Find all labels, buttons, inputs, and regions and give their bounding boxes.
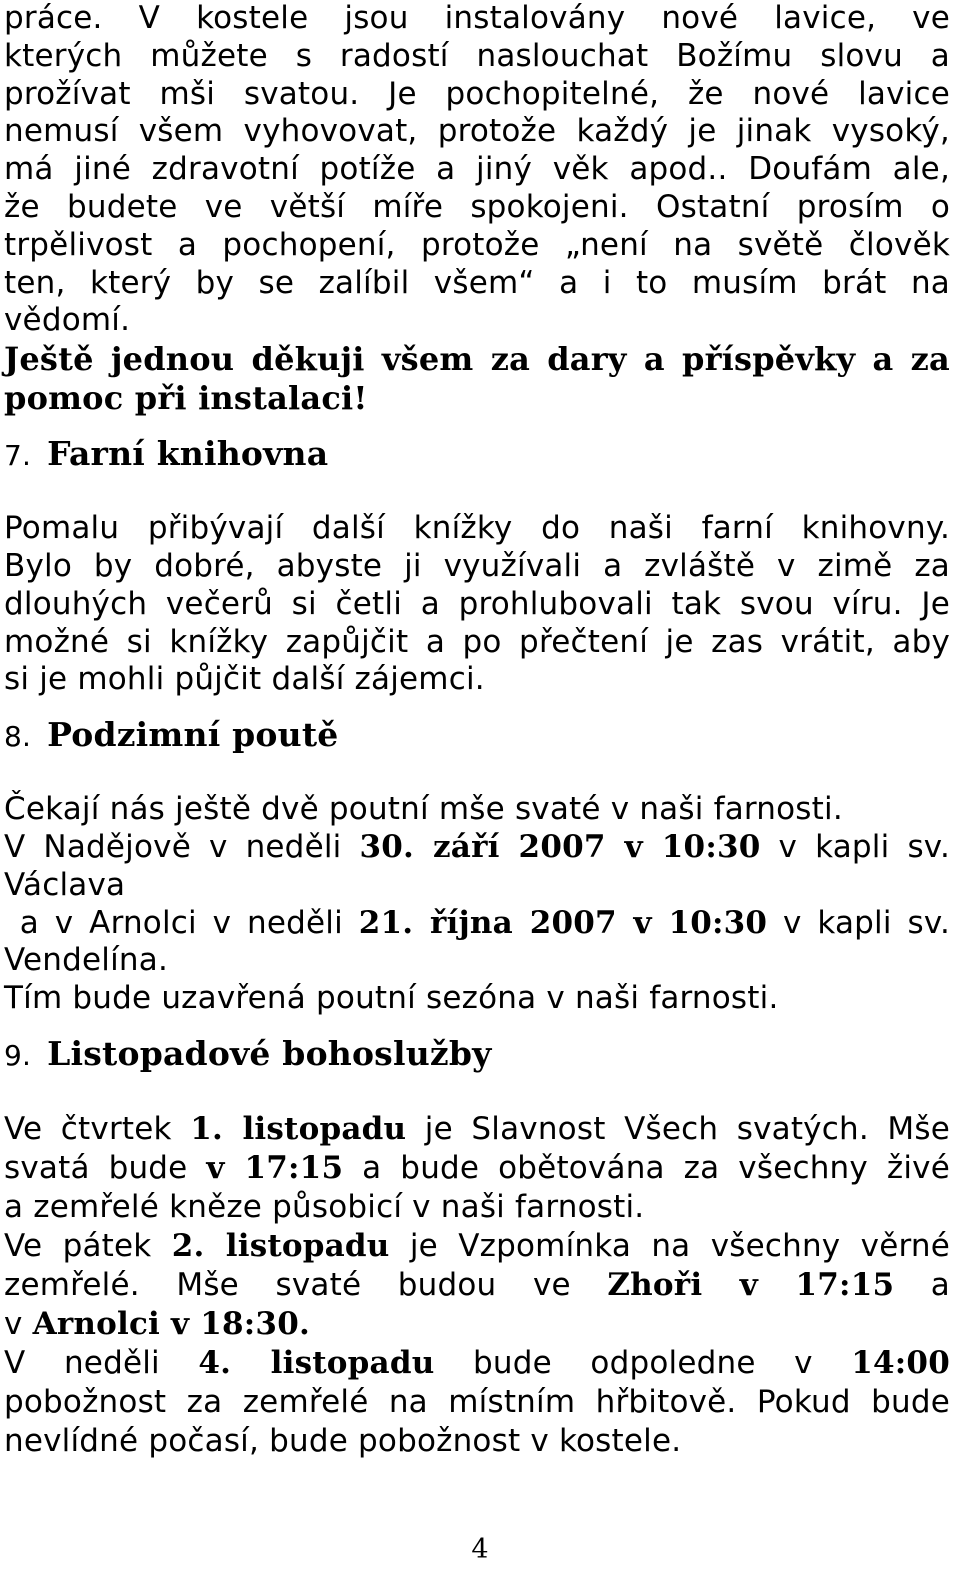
intro-line: má jiné zdravotní potíže a jiný věk apod.. Doufám ale, bbox=[4, 151, 950, 188]
time-bold: v 17:15 bbox=[206, 1149, 344, 1186]
intro-line: trpělivost a pochopení, protože „není na světě člověk bbox=[4, 226, 950, 263]
body-line: Tím bude uzavřená poutní sezóna v naši farnosti. bbox=[4, 980, 779, 1017]
section-8-heading bbox=[4, 715, 950, 757]
intro-line: práce. V kostele jsou instalovány nové lavice, ve bbox=[4, 0, 950, 36]
text-run: V Nadějově v neděli bbox=[4, 828, 360, 865]
intro-line: ten, který by se zalíbil všem“ a i to musím brát na bbox=[4, 264, 950, 301]
text-run: je Vzpomínka na všechny věrné bbox=[389, 1227, 950, 1264]
body-line: a zemřelé kněze působicí v naši farnosti. bbox=[4, 1188, 645, 1225]
place-time-bold: Zhoři v 17:15 bbox=[607, 1266, 895, 1303]
body-line bbox=[4, 1227, 950, 1266]
intro-line: kterých můžete s radostí naslouchat Božímu slovu a bbox=[4, 37, 950, 74]
text-run: a v Arnolci v neděli bbox=[4, 904, 359, 941]
body-line bbox=[4, 1305, 950, 1344]
text-run: je Slavnost Všech svatých. Mše bbox=[406, 1110, 950, 1147]
text-run: V neděli bbox=[4, 1344, 199, 1381]
text-run: a bbox=[894, 1266, 950, 1303]
body-line: Václava bbox=[4, 866, 126, 903]
text-run: v kapli sv. bbox=[760, 828, 950, 865]
intro-line: že budete ve větší míře spokojeni. Ostatní prosím o bbox=[4, 188, 950, 225]
body-line: pobožnost za zemřelé na místním hřbitově. Pokud bude bbox=[4, 1383, 950, 1420]
page-number: 4 bbox=[471, 1534, 489, 1565]
section-7-body bbox=[4, 510, 950, 699]
date-bold: 1. listopadu bbox=[190, 1110, 407, 1147]
place-time-bold: Arnolci v 18:30. bbox=[32, 1305, 310, 1342]
text-run: bude odpoledne v bbox=[434, 1344, 852, 1381]
body-line: Vendelína. bbox=[4, 942, 168, 979]
section-9-heading bbox=[4, 1034, 950, 1076]
body-line: nevlídné počasí, bude pobožnost v kostele. bbox=[4, 1422, 682, 1459]
date-time-bold: 21. října 2007 v 10:30 bbox=[358, 904, 768, 941]
section-8-body bbox=[4, 791, 950, 1018]
text-run: a bude obětována za všechny živé bbox=[343, 1149, 950, 1186]
body-line bbox=[4, 1266, 950, 1305]
section-title: Podzimní poutě bbox=[47, 715, 339, 755]
date-bold: 2. listopadu bbox=[171, 1227, 390, 1264]
text-run: svatá bude bbox=[4, 1149, 207, 1186]
body-line: si je mohli půjčit další zájemci. bbox=[4, 661, 485, 698]
text-run: Ve pátek bbox=[4, 1227, 172, 1264]
section-title: Listopadové bohoslužby bbox=[47, 1033, 492, 1073]
text-run: zemřelé. Mše svaté budou ve bbox=[4, 1266, 608, 1303]
body-line: Bylo by dobré, abyste ji využívali a zvláště v zimě za bbox=[4, 547, 950, 584]
section-number: 8. bbox=[4, 720, 32, 754]
section-7-heading bbox=[4, 434, 950, 476]
body-line: Pomalu přibývají další knížky do naši farní knihovny. bbox=[4, 510, 950, 547]
intro-line: nemusí všem vyhovovat, protože každý je jinak vysoký, bbox=[4, 113, 950, 150]
section-number: 7. bbox=[4, 439, 32, 473]
body-line: dlouhých večerů si četli a prohlubovali tak svou víru. Je bbox=[4, 585, 950, 622]
text-run: v kapli sv. bbox=[767, 904, 951, 941]
intro-line: vědomí. bbox=[4, 302, 131, 339]
text-run: Ve čtvrtek bbox=[4, 1110, 191, 1147]
body-line: Čekají nás ještě dvě poutní mše svaté v naši farnosti. bbox=[4, 791, 843, 828]
thanks-line: pomoc při instalaci! bbox=[4, 379, 368, 418]
thanks-paragraph bbox=[4, 340, 950, 418]
section-9-body bbox=[4, 1110, 950, 1461]
body-line bbox=[4, 1149, 950, 1188]
text-run: v bbox=[4, 1305, 33, 1342]
intro-paragraph bbox=[4, 0, 950, 340]
time-bold: 14:00 bbox=[851, 1344, 950, 1381]
thanks-line: Ještě jednou děkuji všem za dary a příspěvky a za bbox=[4, 340, 950, 379]
date-bold: 4. listopadu bbox=[198, 1344, 435, 1381]
body-line: možné si knížky zapůjčit a po přečtení je zas vrátit, aby bbox=[4, 623, 950, 660]
intro-line: prožívat mši svatou. Je pochopitelné, že nové lavice bbox=[4, 75, 950, 112]
document-page bbox=[4, 0, 950, 1461]
body-line bbox=[4, 905, 950, 943]
body-line bbox=[4, 1110, 950, 1149]
section-title: Farní knihovna bbox=[47, 434, 329, 474]
body-line bbox=[4, 829, 950, 867]
section-number: 9. bbox=[4, 1038, 32, 1072]
date-time-bold: 30. září 2007 v 10:30 bbox=[359, 828, 761, 865]
body-line bbox=[4, 1344, 950, 1383]
